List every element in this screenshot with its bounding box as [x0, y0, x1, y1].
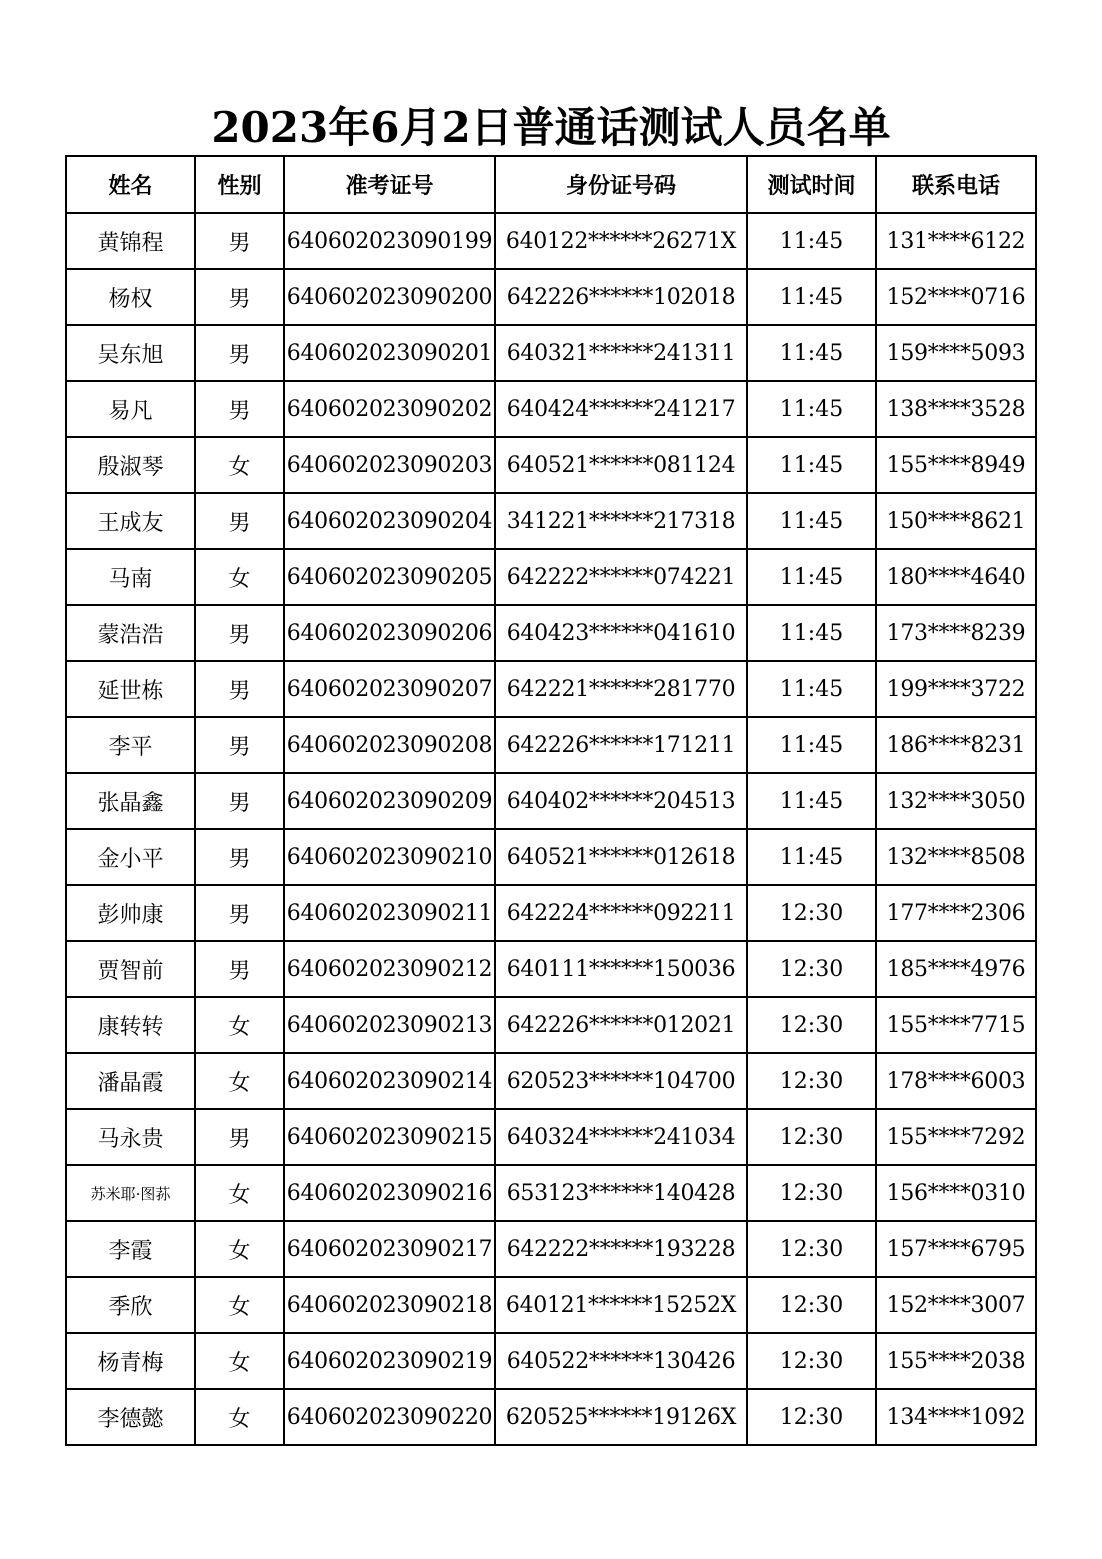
cell-name: 延世栋 — [66, 661, 195, 717]
cell-phone: 152****0716 — [876, 269, 1036, 325]
cell-ticket-number: 640602023090212 — [284, 941, 495, 997]
cell-phone: 134****1092 — [876, 1389, 1036, 1445]
cell-name: 杨权 — [66, 269, 195, 325]
cell-id-number: 620525******19126X — [495, 1389, 747, 1445]
cell-phone: 155****7292 — [876, 1109, 1036, 1165]
cell-phone: 131****6122 — [876, 213, 1036, 269]
cell-gender: 男 — [195, 325, 284, 381]
cell-id-number: 640321******241311 — [495, 325, 747, 381]
cell-name: 黄锦程 — [66, 213, 195, 269]
table-row — [66, 1165, 1036, 1221]
table-row — [66, 437, 1036, 493]
cell-gender: 男 — [195, 829, 284, 885]
table-row — [66, 1053, 1036, 1109]
table-row — [66, 997, 1036, 1053]
cell-gender: 男 — [195, 381, 284, 437]
cell-name: 李平 — [66, 717, 195, 773]
cell-id-number: 640521******012618 — [495, 829, 747, 885]
cell-phone: 132****8508 — [876, 829, 1036, 885]
cell-gender: 女 — [195, 1277, 284, 1333]
roster-table — [65, 155, 1037, 1446]
cell-test-time: 12:30 — [747, 885, 876, 941]
cell-ticket-number: 640602023090219 — [284, 1333, 495, 1389]
cell-gender: 女 — [195, 1389, 284, 1445]
cell-id-number: 640122******26271X — [495, 213, 747, 269]
cell-id-number: 642222******074221 — [495, 549, 747, 605]
cell-phone: 178****6003 — [876, 1053, 1036, 1109]
table-row — [66, 1389, 1036, 1445]
cell-id-number: 620523******104700 — [495, 1053, 747, 1109]
cell-id-number: 640324******241034 — [495, 1109, 747, 1165]
cell-gender: 男 — [195, 493, 284, 549]
cell-ticket-number: 640602023090205 — [284, 549, 495, 605]
cell-test-time: 11:45 — [747, 661, 876, 717]
cell-ticket-number: 640602023090217 — [284, 1221, 495, 1277]
cell-name: 张晶鑫 — [66, 773, 195, 829]
table-row — [66, 269, 1036, 325]
column-header-id-number: 身份证号码 — [495, 156, 747, 213]
cell-name: 金小平 — [66, 829, 195, 885]
cell-name: 吴东旭 — [66, 325, 195, 381]
cell-phone: 186****8231 — [876, 717, 1036, 773]
cell-ticket-number: 640602023090203 — [284, 437, 495, 493]
cell-name: 殷淑琴 — [66, 437, 195, 493]
table-row — [66, 773, 1036, 829]
cell-name: 贾智前 — [66, 941, 195, 997]
table-row — [66, 661, 1036, 717]
cell-phone: 138****3528 — [876, 381, 1036, 437]
cell-test-time: 12:30 — [747, 1389, 876, 1445]
cell-gender: 女 — [195, 1333, 284, 1389]
cell-test-time: 12:30 — [747, 1109, 876, 1165]
cell-phone: 155****7715 — [876, 997, 1036, 1053]
cell-id-number: 640424******241217 — [495, 381, 747, 437]
cell-name: 季欣 — [66, 1277, 195, 1333]
cell-gender: 女 — [195, 997, 284, 1053]
cell-name: 潘晶霞 — [66, 1053, 195, 1109]
table-row — [66, 1333, 1036, 1389]
cell-ticket-number: 640602023090199 — [284, 213, 495, 269]
table-row — [66, 1109, 1036, 1165]
cell-test-time: 12:30 — [747, 1277, 876, 1333]
cell-ticket-number: 640602023090200 — [284, 269, 495, 325]
cell-phone: 180****4640 — [876, 549, 1036, 605]
cell-ticket-number: 640602023090216 — [284, 1165, 495, 1221]
cell-phone: 185****4976 — [876, 941, 1036, 997]
cell-name: 易凡 — [66, 381, 195, 437]
cell-ticket-number: 640602023090204 — [284, 493, 495, 549]
cell-gender: 男 — [195, 717, 284, 773]
column-header-ticket: 准考证号 — [284, 156, 495, 213]
cell-name: 李德懿 — [66, 1389, 195, 1445]
table-row — [66, 493, 1036, 549]
cell-test-time: 11:45 — [747, 773, 876, 829]
cell-test-time: 12:30 — [747, 941, 876, 997]
cell-name: 李霞 — [66, 1221, 195, 1277]
cell-ticket-number: 640602023090211 — [284, 885, 495, 941]
cell-gender: 男 — [195, 773, 284, 829]
column-header-gender: 性别 — [195, 156, 284, 213]
column-header-name: 姓名 — [66, 156, 195, 213]
cell-gender: 男 — [195, 213, 284, 269]
cell-id-number: 642226******171211 — [495, 717, 747, 773]
cell-id-number: 640402******204513 — [495, 773, 747, 829]
cell-phone: 173****8239 — [876, 605, 1036, 661]
header-row — [66, 156, 1036, 213]
table-row — [66, 829, 1036, 885]
cell-ticket-number: 640602023090210 — [284, 829, 495, 885]
cell-id-number: 642226******012021 — [495, 997, 747, 1053]
cell-ticket-number: 640602023090218 — [284, 1277, 495, 1333]
cell-ticket-number: 640602023090208 — [284, 717, 495, 773]
cell-id-number: 642221******281770 — [495, 661, 747, 717]
table-row — [66, 605, 1036, 661]
cell-id-number: 341221******217318 — [495, 493, 747, 549]
cell-gender: 男 — [195, 605, 284, 661]
roster-body — [66, 213, 1036, 1445]
cell-ticket-number: 640602023090207 — [284, 661, 495, 717]
cell-gender: 女 — [195, 1165, 284, 1221]
cell-ticket-number: 640602023090213 — [284, 997, 495, 1053]
cell-test-time: 12:30 — [747, 1053, 876, 1109]
cell-gender: 男 — [195, 941, 284, 997]
cell-name: 王成友 — [66, 493, 195, 549]
cell-test-time: 11:45 — [747, 549, 876, 605]
cell-phone: 157****6795 — [876, 1221, 1036, 1277]
cell-gender: 女 — [195, 1053, 284, 1109]
table-row — [66, 885, 1036, 941]
cell-name: 杨青梅 — [66, 1333, 195, 1389]
cell-phone: 150****8621 — [876, 493, 1036, 549]
cell-test-time: 12:30 — [747, 997, 876, 1053]
cell-id-number: 642226******102018 — [495, 269, 747, 325]
cell-phone: 177****2306 — [876, 885, 1036, 941]
cell-name: 马南 — [66, 549, 195, 605]
cell-phone: 155****8949 — [876, 437, 1036, 493]
column-header-phone: 联系电话 — [876, 156, 1036, 213]
cell-id-number: 640521******081124 — [495, 437, 747, 493]
table-row — [66, 1277, 1036, 1333]
cell-test-time: 11:45 — [747, 213, 876, 269]
cell-phone: 159****5093 — [876, 325, 1036, 381]
cell-id-number: 642224******092211 — [495, 885, 747, 941]
cell-test-time: 11:45 — [747, 381, 876, 437]
cell-test-time: 12:30 — [747, 1221, 876, 1277]
cell-phone: 152****3007 — [876, 1277, 1036, 1333]
cell-id-number: 640423******041610 — [495, 605, 747, 661]
cell-gender: 女 — [195, 1221, 284, 1277]
cell-test-time: 11:45 — [747, 325, 876, 381]
cell-test-time: 11:45 — [747, 717, 876, 773]
cell-gender: 男 — [195, 1109, 284, 1165]
cell-ticket-number: 640602023090206 — [284, 605, 495, 661]
cell-test-time: 11:45 — [747, 829, 876, 885]
cell-name: 康转转 — [66, 997, 195, 1053]
cell-id-number: 640522******130426 — [495, 1333, 747, 1389]
cell-name: 蒙浩浩 — [66, 605, 195, 661]
cell-phone: 132****3050 — [876, 773, 1036, 829]
cell-phone: 199****3722 — [876, 661, 1036, 717]
cell-gender: 男 — [195, 885, 284, 941]
cell-test-time: 11:45 — [747, 437, 876, 493]
table-row — [66, 941, 1036, 997]
cell-id-number: 640121******15252X — [495, 1277, 747, 1333]
cell-test-time: 11:45 — [747, 493, 876, 549]
cell-id-number: 653123******140428 — [495, 1165, 747, 1221]
cell-ticket-number: 640602023090215 — [284, 1109, 495, 1165]
cell-test-time: 11:45 — [747, 269, 876, 325]
cell-id-number: 640111******150036 — [495, 941, 747, 997]
cell-name: 苏米耶·图荪 — [66, 1165, 195, 1221]
column-header-test-time: 测试时间 — [747, 156, 876, 213]
table-row — [66, 1221, 1036, 1277]
table-row — [66, 549, 1036, 605]
table-row — [66, 717, 1036, 773]
cell-gender: 男 — [195, 269, 284, 325]
cell-test-time: 11:45 — [747, 605, 876, 661]
cell-phone: 155****2038 — [876, 1333, 1036, 1389]
cell-ticket-number: 640602023090202 — [284, 381, 495, 437]
cell-id-number: 642222******193228 — [495, 1221, 747, 1277]
cell-test-time: 12:30 — [747, 1333, 876, 1389]
cell-ticket-number: 640602023090201 — [284, 325, 495, 381]
cell-gender: 女 — [195, 549, 284, 605]
cell-gender: 男 — [195, 661, 284, 717]
cell-ticket-number: 640602023090209 — [284, 773, 495, 829]
table-row — [66, 213, 1036, 269]
cell-ticket-number: 640602023090220 — [284, 1389, 495, 1445]
cell-gender: 女 — [195, 437, 284, 493]
cell-test-time: 12:30 — [747, 1165, 876, 1221]
table-row — [66, 325, 1036, 381]
cell-name: 彭帅康 — [66, 885, 195, 941]
page-title: 2023年6月2日普通话测试人员名单 — [211, 103, 891, 152]
cell-ticket-number: 640602023090214 — [284, 1053, 495, 1109]
cell-name: 马永贵 — [66, 1109, 195, 1165]
cell-phone: 156****0310 — [876, 1165, 1036, 1221]
table-row — [66, 381, 1036, 437]
